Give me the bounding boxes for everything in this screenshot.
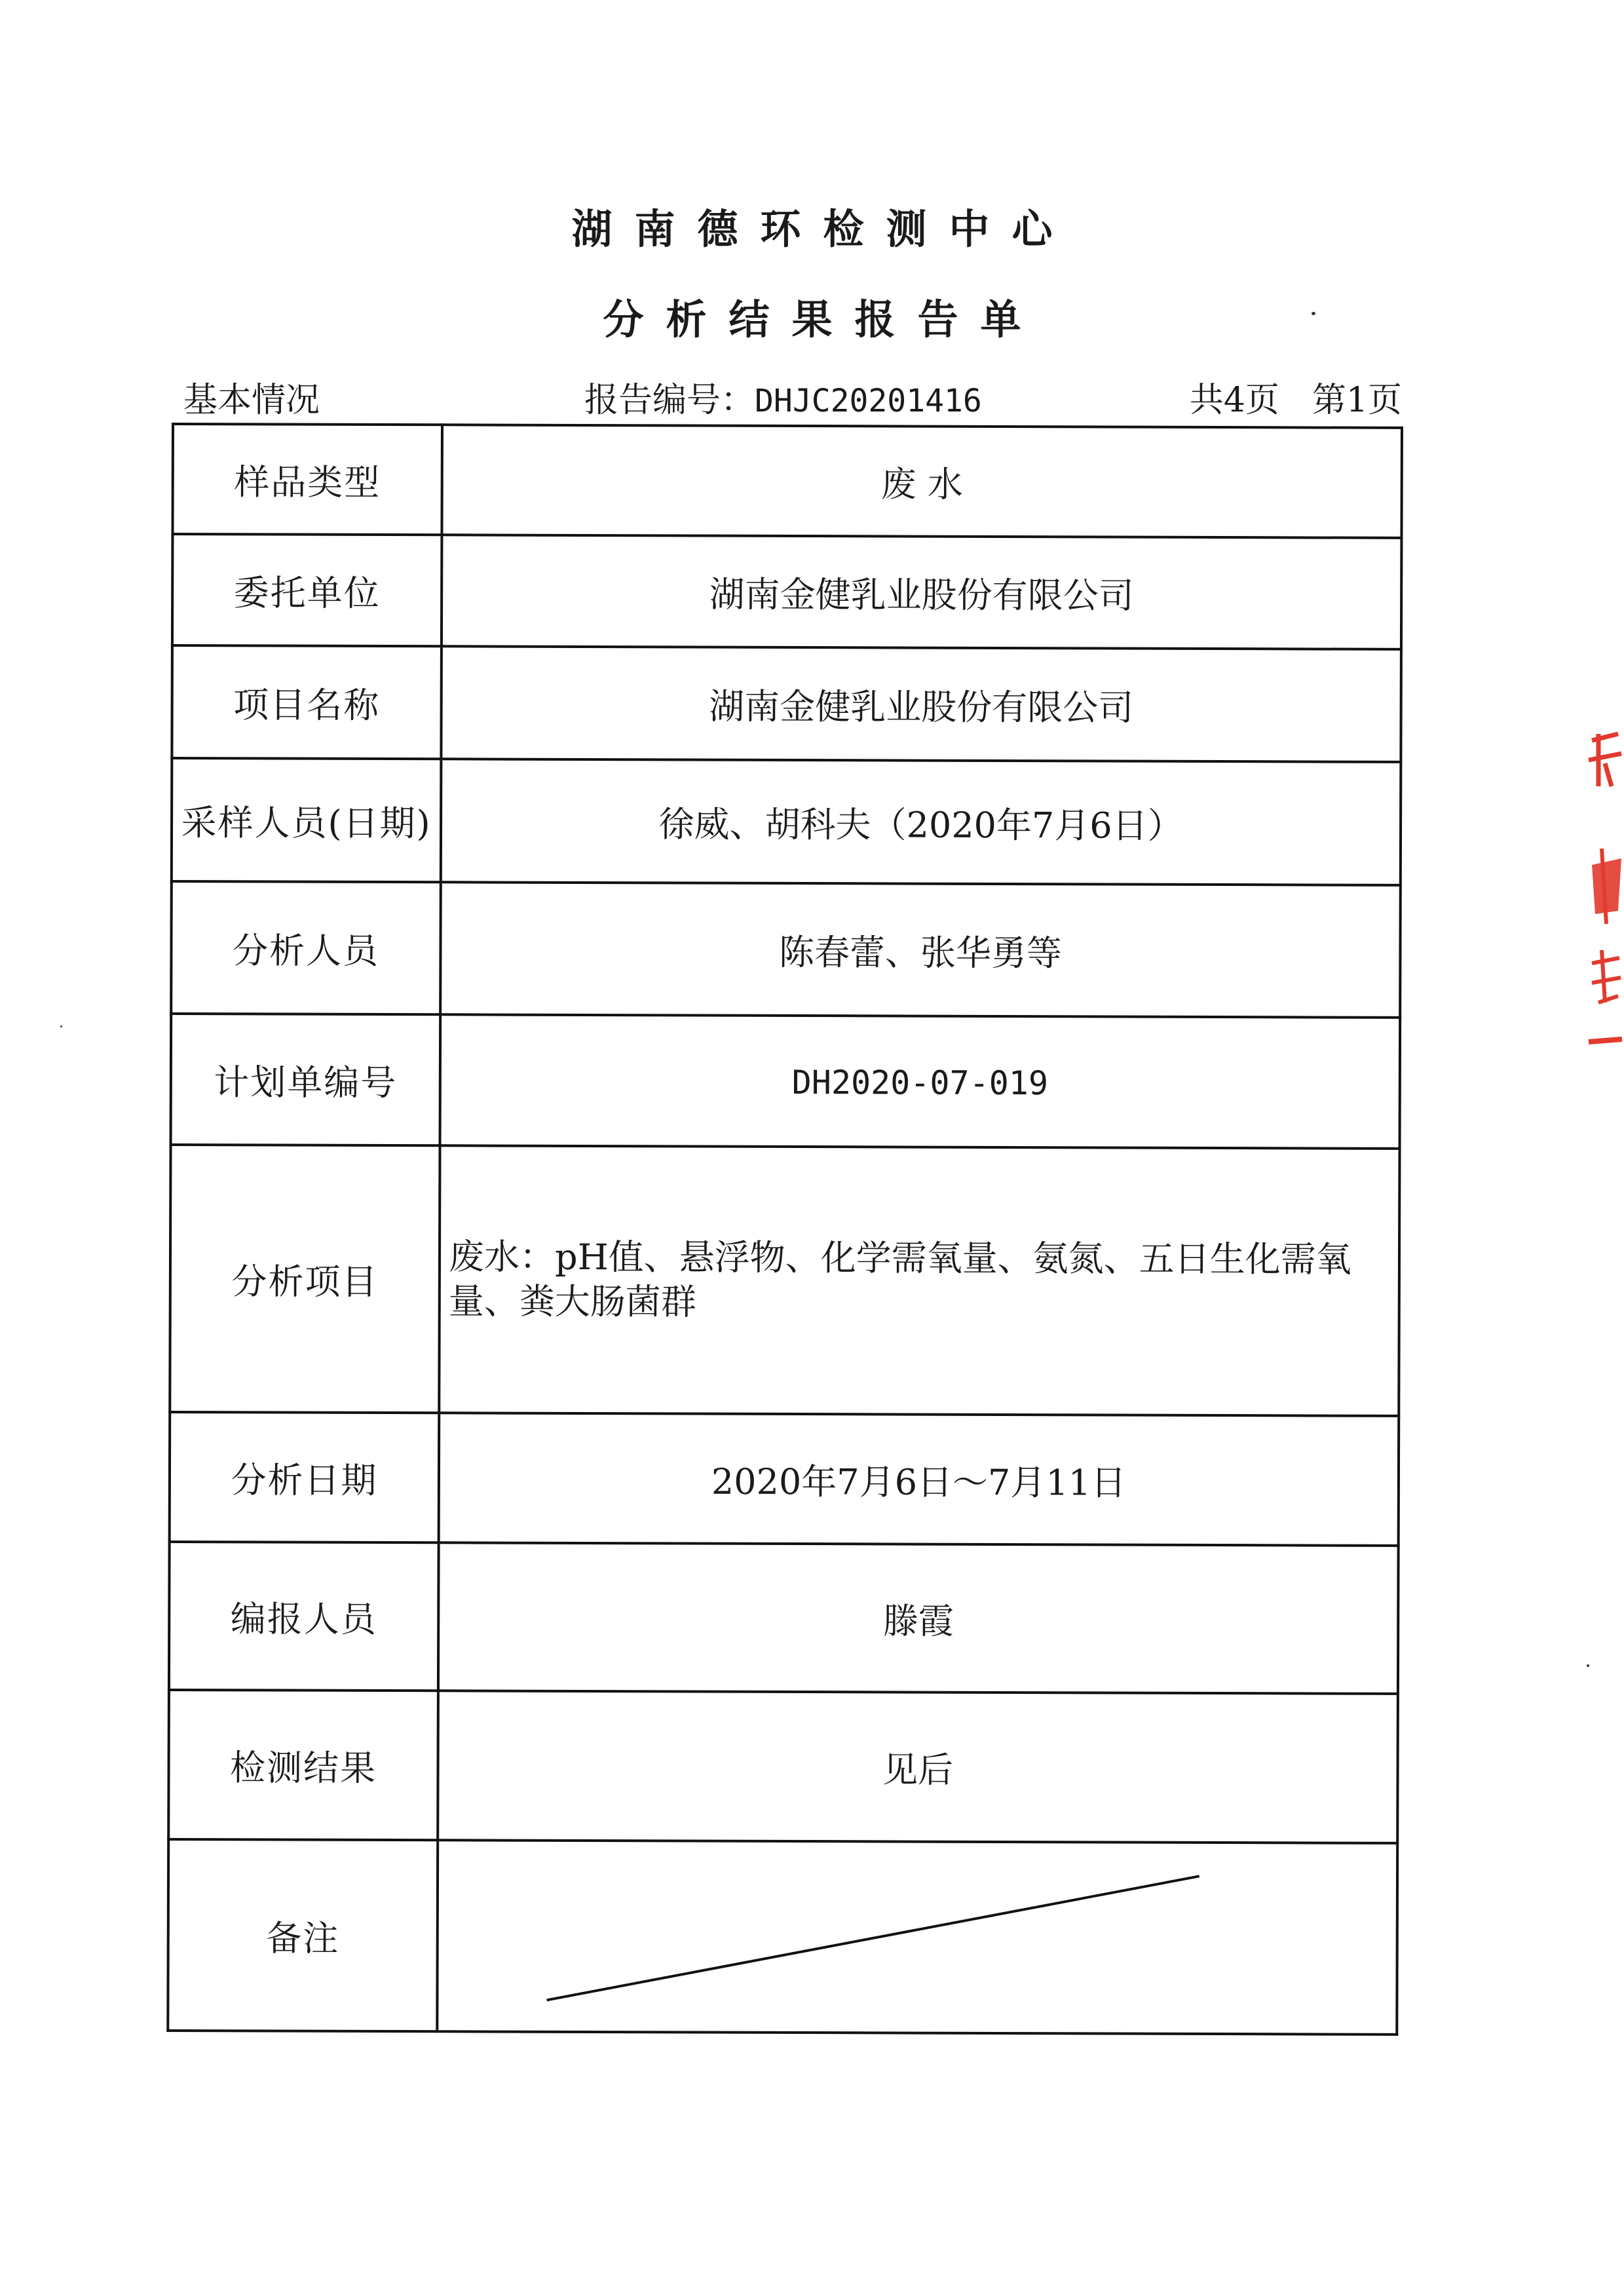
table-row <box>169 1542 1399 1694</box>
table-row <box>168 1690 1398 1843</box>
row-value-plan-number <box>440 1014 1401 1149</box>
basic-info-table <box>166 423 1403 2036</box>
plan-number-text: DH2020-07-019 <box>791 1063 1049 1102</box>
row-value-remarks <box>437 1840 1397 2035</box>
table-row <box>172 645 1401 762</box>
table-row <box>172 424 1402 538</box>
row-value-analysis-date: 2020年7月6日～7月11日 <box>439 1413 1399 1546</box>
row-label-test-result: 检测结果 <box>168 1690 438 1840</box>
table-row <box>171 1014 1401 1149</box>
row-value-analysis-items: 废水：pH值、悬浮物、化学需氧量、氨氮、五日生化需氧量、粪大肠菌群 <box>439 1145 1399 1416</box>
report-number-value: DHJC20201416 <box>755 383 982 419</box>
partial-red-stamp <box>1572 714 1624 1055</box>
scan-speck <box>60 1025 62 1027</box>
table-row <box>172 534 1402 649</box>
organization-title: 湖南德环检测中心 <box>571 205 1075 253</box>
table-row <box>170 1145 1399 1416</box>
document-title: 分析结果报告单 <box>603 296 1044 343</box>
row-label-sample-type: 样品类型 <box>172 424 442 535</box>
row-label-analysis-date: 分析日期 <box>170 1412 440 1542</box>
row-label-plan-number: 计划单编号 <box>171 1014 441 1145</box>
row-value-sample-type: 废 水 <box>442 425 1402 538</box>
row-label-compiler: 编报人员 <box>169 1542 439 1691</box>
page-indicator <box>1190 372 1402 421</box>
row-value-test-result: 见后 <box>438 1691 1398 1843</box>
scan-speck <box>1312 312 1315 315</box>
row-label-client: 委托单位 <box>172 534 442 646</box>
row-label-analyst: 分析人员 <box>171 881 441 1014</box>
remarks-strike-line <box>438 1841 1396 2033</box>
row-label-remarks: 备注 <box>168 1839 438 2031</box>
row-value-sampler: 徐威、胡科夫（2020年7月6日） <box>441 759 1401 885</box>
row-label-sampler: 采样人员(日期) <box>172 758 442 882</box>
total-pages: 共4页 <box>1189 381 1279 420</box>
row-value-analyst: 陈春蕾、张华勇等 <box>440 882 1401 1018</box>
report-number-label: 报告编号： <box>584 381 755 420</box>
current-page: 第1页 <box>1312 381 1402 420</box>
row-value-compiler: 滕霞 <box>438 1542 1399 1694</box>
table-row <box>171 881 1401 1018</box>
row-label-analysis-items: 分析项目 <box>170 1145 440 1413</box>
table-row <box>172 758 1401 885</box>
table-row <box>170 1412 1399 1546</box>
row-label-project-name: 项目名称 <box>172 645 442 759</box>
report-meta-row <box>183 372 1402 418</box>
section-label: 基本情况 <box>183 381 320 420</box>
row-value-client: 湖南金健乳业股份有限公司 <box>442 535 1401 649</box>
report-number <box>584 372 982 421</box>
scan-speck <box>1587 1664 1589 1667</box>
row-value-project-name: 湖南金健乳业股份有限公司 <box>441 646 1401 762</box>
table-row <box>168 1839 1397 2035</box>
